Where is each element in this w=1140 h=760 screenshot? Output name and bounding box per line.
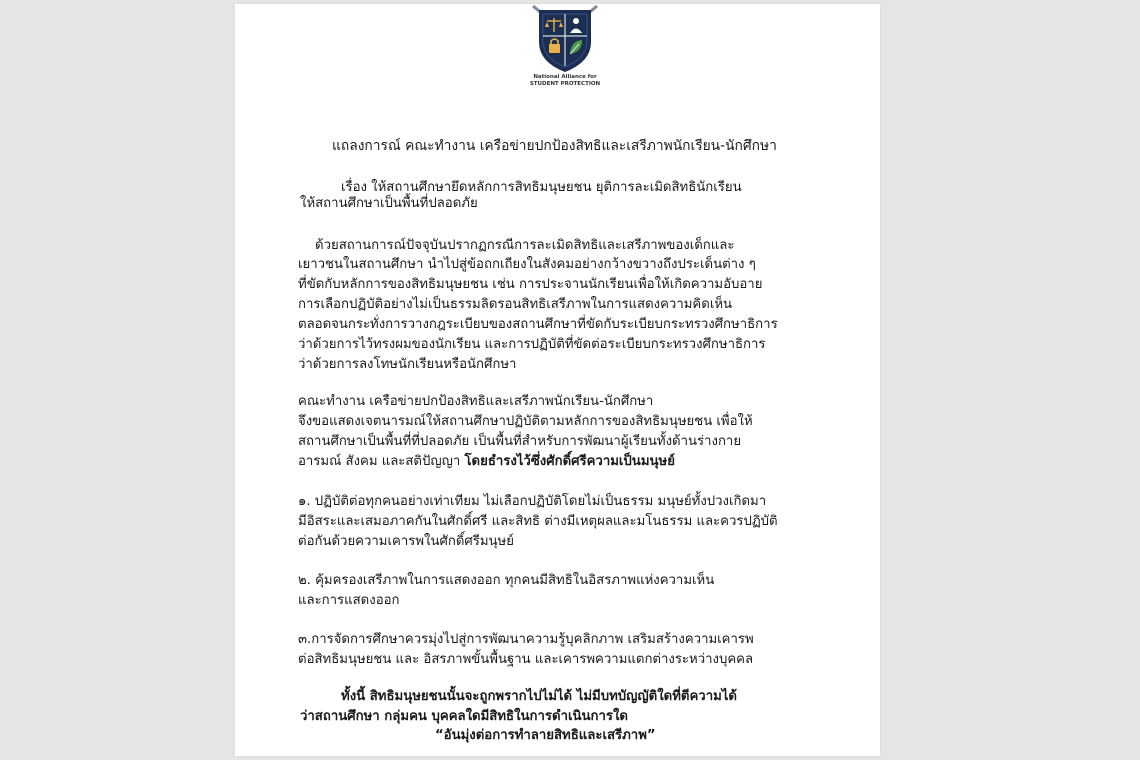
closing-line-1: ทั้งนี้ สิทธิมนุษยชนนั้นจะถูกพรากไปไม่ได้ ไม่มีบทบัญญัติใดที่ตีความได้ — [341, 689, 737, 704]
paragraph-1-line: ที่ขัดกับหลักการของสิทธิมนุษยชน เช่น การประจานนักเรียนเพื่อให้เกิดความอับอาย — [298, 277, 763, 292]
document-page — [235, 4, 880, 756]
paragraph-1-line: เยาวชนในสถานศึกษา นำไปสู่ข้อถกเถียงในสังคมอย่างกว้างขวางถึงประเด็นต่าง ๆ — [298, 257, 756, 272]
closing-line-2: ว่าสถานศึกษา กลุ่มคน บุคคลใดมีสิทธิในการดำเนินการใด — [300, 709, 628, 724]
paragraph-1-line: ตลอดจนกระทั่งการวางกฎระเบียบของสถานศึกษาที่ขัดกับระเบียบกระทรวงศึกษาธิการ — [298, 317, 778, 332]
item-3-line: ต่อสิทธิมนุษยชน และ อิสรภาพขั้นพื้นฐาน และเคารพความแตกต่างระหว่างบุคคล — [298, 652, 754, 667]
paragraph-1-line: ว่าด้วยการไว้ทรงผมของนักเรียน และการปฏิบัติที่ขัดต่อระเบียบกระทรวงศึกษาธิการ — [298, 337, 766, 352]
paragraph-1-line: ว่าด้วยการลงโทษนักเรียนหรือนักศึกษา — [298, 357, 517, 372]
subject-line-1: เรื่อง ให้สถานศึกษายึดหลักการสิทธิมนุษยชน ยุติการละเมิดสิทธินักเรียน — [341, 180, 742, 195]
paragraph-2-line — [298, 453, 675, 471]
item-1-line: มีอิสระและเสมอภาคกันในศักดิ์ศรี และสิทธิ ต่างมีเหตุผลและมโนธรรม และควรปฏิบัติ — [298, 514, 778, 529]
logo-caption-line-2: STUDENT PROTECTION — [529, 81, 601, 87]
item-1-line: ต่อกันด้วยความเคารพในศักดิ์ศรีมนุษย์ — [298, 534, 514, 549]
paragraph-2-text: อารมณ์ สังคม และสติปัญญา — [298, 454, 465, 469]
logo-caption — [505, 74, 625, 88]
closing-line-3: “อันมุ่งต่อการทำลายสิทธิและเสรีภาพ” — [435, 728, 656, 743]
paragraph-2-line: จึงขอแสดงเจตนารมณ์ให้สถานศึกษาปฏิบัติตามหลักการของสิทธิมนุษยชน เพื่อให้ — [298, 414, 753, 429]
paragraph-1-line: ด้วยสถานการณ์ปัจจุบันปรากฏกรณีการละเมิดสิทธิและเสรีภาพของเด็กและ — [315, 238, 735, 253]
item-2-line: และการแสดงออก — [298, 593, 400, 608]
paragraph-2-emphasis: โดยธำรงไว้ซึ่งศักดิ์ศรีความเป็นมนุษย์ — [464, 454, 675, 469]
item-3-line: ๓.การจัดการศึกษาควรมุ่งไปสู่การพัฒนาความรู้บุคลิกภาพ เสริมสร้างความเคารพ — [298, 632, 754, 647]
document-title: แถลงการณ์ คณะทำงาน เครือข่ายปกป้องสิทธิและเสรีภาพนักเรียน-นักศึกษา — [332, 138, 777, 154]
paragraph-1-line: การเลือกปฏิบัติอย่างไม่เป็นธรรมลิดรอนสิทธิเสรีภาพในการแสดงความคิดเห็น — [298, 297, 733, 312]
logo-caption-line-1: National Alliance for — [533, 74, 597, 80]
paragraph-2-line: สถานศึกษาเป็นพื้นที่ที่ปลอดภัย เป็นพื้นที่สำหรับการพัฒนาผู้เรียนทั้งด้านร่างกาย — [298, 434, 742, 449]
item-2-line: ๒. คุ้มครองเสรีภาพในการแสดงออก ทุกคนมีสิทธิในอิสรภาพแห่งความเห็น — [298, 573, 715, 588]
subject-line-2: ให้สถานศึกษาเป็นพื้นที่ปลอดภัย — [300, 196, 478, 211]
paragraph-2-line: คณะทำงาน เครือข่ายปกป้องสิทธิและเสรีภาพนักเรียน-นักศึกษา — [298, 394, 654, 409]
item-1-line: ๑. ปฏิบัติต่อทุกคนอย่างเท่าเทียม ไม่เลือกปฏิบัติโดยไม่เป็นธรรม มนุษย์ทั้งปวงเกิดมา — [298, 494, 767, 509]
